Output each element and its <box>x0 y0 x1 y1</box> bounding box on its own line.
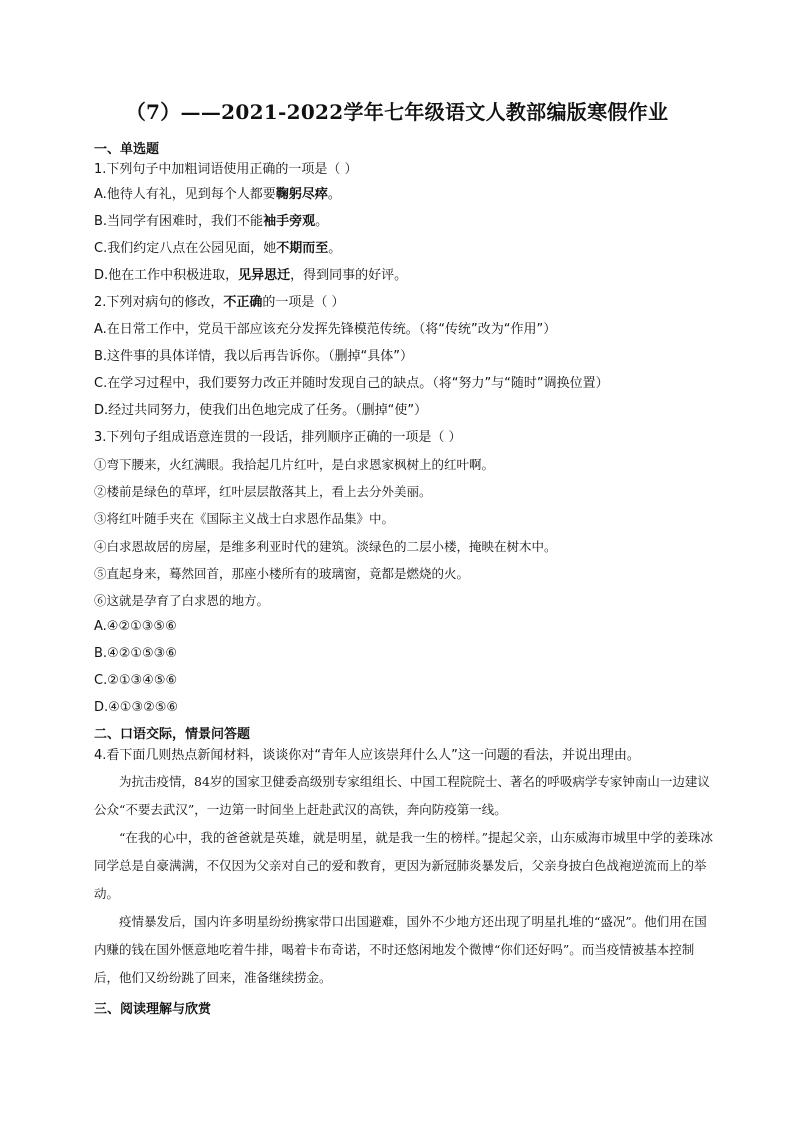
question-1-stem: 1.下列句子中加粗词语使用正确的一项是（ ） <box>94 162 358 177</box>
question-2-option-b: B.这件事的具体详情，我以后再告诉你。（删掉“具体”） <box>94 349 414 364</box>
section-heading-oral: 二、口语交际，情景问答题 <box>94 727 251 743</box>
question-2-option-d: D.经过共同努力，使我们出色地完成了任务。（删掉“使”） <box>94 403 428 418</box>
question-2-stem: 2.下列对病句的修改，不正确的一项是（ ） <box>94 295 345 310</box>
section-heading-reading: 三、阅读理解与欣赏 <box>94 1002 212 1018</box>
question-1-option-c: C.我们约定八点在公园见面，她不期而至。 <box>94 241 342 256</box>
question-1-option-a: A.他待人有礼，见到每个人都要鞠躬尽瘁。 <box>94 187 341 202</box>
question-3-sentence: ⑥这就是孕育了白求恩的地方。 <box>94 593 270 609</box>
document-title: （7）——2021-2022学年七年级语文人教部编版寒假作业 <box>125 100 669 124</box>
news-paragraph: “在我的心中，我的爸爸就是英雄，就是明星，就是我一生的榜样。”提起父亲，山东威海市城里中学的姜珠冰同学总是自豪满满，不仅因为父亲对自己的爱和教育，更因为新冠肺炎暴发后，父亲身披白色战袍逆流而上的举动。 <box>94 830 714 902</box>
question-3-stem: 3.下列句子组成语意连贯的一段话，排列顺序正确的一项是（ ） <box>94 430 462 445</box>
question-3-option-d: D.④①③②⑤⑥ <box>94 699 179 715</box>
question-3-sentence: ①弯下腰来，火红满眼。我拾起几片红叶，是白求恩家枫树上的红叶啊。 <box>94 457 495 472</box>
news-paragraph: 为抗击疫情，84岁的国家卫健委高级别专家组组长、中国工程院院士、著名的呼吸病学专家钟南山一边建议公众“不要去武汉”，一边第一时间坐上赶赴武汉的高铁，奔向防疫第一线。 <box>94 774 710 818</box>
question-3-sentence: ②楼前是绿色的草坪，红叶层层散落其上，看上去分外美丽。 <box>94 484 432 500</box>
question-2-option-a: A.在日常工作中，党员干部应该充分发挥先锋模范传统。（将“传统”改为“作用”） <box>94 322 557 337</box>
section-heading-single-choice: 一、单选题 <box>94 142 160 157</box>
question-3-option-b: B.④②①⑤③⑥ <box>94 646 177 662</box>
question-3-sentence: ④白求恩故居的房屋，是维多利亚时代的建筑。淡绿色的二层小楼，掩映在树木中。 <box>94 538 557 554</box>
question-1-option-d: D.他在工作中积极进取，见异思迁，得到同事的好评。 <box>94 268 408 283</box>
question-4-stem: 4.看下面几则热点新闻材料，谈谈你对“青年人应该崇拜什么人”这一问题的看法，并说出理由。 <box>94 748 640 764</box>
question-1-option-b: B.当同学有困难时，我们不能袖手旁观。 <box>94 214 329 229</box>
document-body <box>94 140 714 1019</box>
question-2-option-c: C.在学习过程中，我们要努力改正并随时发现自己的缺点。（将“努力”与“随时”调换位置） <box>94 376 609 391</box>
question-3-option-c: C.②①③④⑤⑥ <box>94 672 178 688</box>
question-3-sentence: ⑤直起身来，蓦然回首，那座小楼所有的玻璃窗，竟都是燃烧的火。 <box>94 565 470 581</box>
question-3-sentence: ③将红叶随手夹在《国际主义战士白求恩作品集》中。 <box>94 511 395 527</box>
news-paragraph: 疫情暴发后，国内许多明星纷纷携家带口出国避难，国外不少地方还出现了明星扎堆的“盛况”。他们用在国内赚的钱在国外惬意地吃着牛排，喝着卡布奇诺，不时还悠闲地发个微博“你们还好吗”。而当疫情被基本控制后，他们又纷纷跳了回来，准备继续捞金。 <box>94 914 707 986</box>
question-3-option-a: A.④②①③⑤⑥ <box>94 619 177 635</box>
